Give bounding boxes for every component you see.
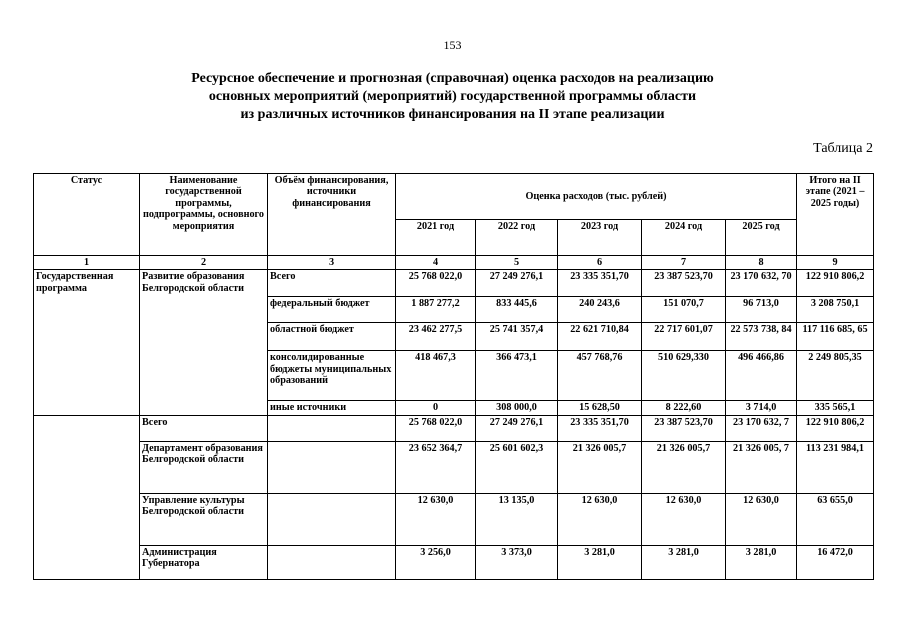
value-cell: 151 070,7 <box>642 297 726 323</box>
header-total: Итого на II этапе (2021 – 2025 годы) <box>797 174 874 256</box>
value-cell: 3 256,0 <box>396 545 476 579</box>
source-cell-empty <box>268 545 396 579</box>
total-cell: 113 231 984,1 <box>797 441 874 493</box>
value-cell: 418 467,3 <box>396 351 476 401</box>
value-cell: 23 170 632, 70 <box>726 270 797 297</box>
title-line-2: основных мероприятий (мероприятий) государственной программы области <box>208 89 697 104</box>
column-index: 5 <box>476 256 558 270</box>
source-cell: иные источники <box>268 401 396 415</box>
value-cell: 25 741 357,4 <box>476 323 558 351</box>
column-index-row <box>34 256 874 270</box>
value-cell: 23 335 351,70 <box>558 415 642 441</box>
value-cell: 3 714,0 <box>726 401 797 415</box>
title-line-3: из различных источников финансирования на II этапе реализации <box>240 107 665 122</box>
value-cell: 3 373,0 <box>476 545 558 579</box>
title-line-1: Ресурсное обеспечение и прогнозная (справочная) оценка расходов на реализацию <box>191 71 714 86</box>
value-cell: 25 601 602,3 <box>476 441 558 493</box>
value-cell: 22 717 601,07 <box>642 323 726 351</box>
value-cell: 25 768 022,0 <box>396 415 476 441</box>
executor-name-cell: Управление культуры Белгородской области <box>140 493 268 545</box>
value-cell: 12 630,0 <box>396 493 476 545</box>
value-cell: 833 445,6 <box>476 297 558 323</box>
executor-name-cell: Администрация Губернатора <box>140 545 268 579</box>
source-cell-empty <box>268 415 396 441</box>
value-cell: 25 768 022,0 <box>396 270 476 297</box>
header-estimate: Оценка расходов (тыс. рублей) <box>396 174 797 220</box>
source-cell: областной бюджет <box>268 323 396 351</box>
value-cell: 23 170 632, 7 <box>726 415 797 441</box>
source-cell-empty <box>268 441 396 493</box>
value-cell: 1 887 277,2 <box>396 297 476 323</box>
value-cell: 510 629,330 <box>642 351 726 401</box>
source-cell-empty <box>268 493 396 545</box>
column-index: 8 <box>726 256 797 270</box>
value-cell: 23 335 351,70 <box>558 270 642 297</box>
column-index: 9 <box>797 256 874 270</box>
total-cell: 63 655,0 <box>797 493 874 545</box>
header-status: Статус <box>34 174 140 256</box>
value-cell: 23 462 277,5 <box>396 323 476 351</box>
header-year: 2025 год <box>726 220 797 256</box>
total-cell: 335 565,1 <box>797 401 874 415</box>
value-cell: 240 243,6 <box>558 297 642 323</box>
table-row <box>34 441 874 493</box>
status-cell: Государственная программа <box>34 270 140 415</box>
document-title <box>90 70 815 124</box>
financing-table <box>33 173 874 580</box>
value-cell: 15 628,50 <box>558 401 642 415</box>
table-row <box>34 415 874 441</box>
executor-name-cell: Департамент образования Белгородской области <box>140 441 268 493</box>
value-cell: 23 387 523,70 <box>642 415 726 441</box>
column-index: 6 <box>558 256 642 270</box>
table-row <box>34 493 874 545</box>
column-index: 2 <box>140 256 268 270</box>
value-cell: 27 249 276,1 <box>476 415 558 441</box>
total-cell: 3 208 750,1 <box>797 297 874 323</box>
column-index: 1 <box>34 256 140 270</box>
header-year: 2021 год <box>396 220 476 256</box>
header-source: Объём финансирования, источники финансирования <box>268 174 396 256</box>
value-cell: 21 326 005, 7 <box>726 441 797 493</box>
total-cell: 16 472,0 <box>797 545 874 579</box>
executor-name-cell: Всего <box>140 415 268 441</box>
total-cell: 122 910 806,2 <box>797 415 874 441</box>
value-cell: 496 466,86 <box>726 351 797 401</box>
header-year: 2023 год <box>558 220 642 256</box>
total-cell: 122 910 806,2 <box>797 270 874 297</box>
value-cell: 12 630,0 <box>642 493 726 545</box>
value-cell: 8 222,60 <box>642 401 726 415</box>
value-cell: 96 713,0 <box>726 297 797 323</box>
value-cell: 308 000,0 <box>476 401 558 415</box>
value-cell: 0 <box>396 401 476 415</box>
value-cell: 3 281,0 <box>642 545 726 579</box>
value-cell: 366 473,1 <box>476 351 558 401</box>
column-index: 7 <box>642 256 726 270</box>
source-cell: Всего <box>268 270 396 297</box>
value-cell: 23 652 364,7 <box>396 441 476 493</box>
value-cell: 457 768,76 <box>558 351 642 401</box>
table-label: Таблица 2 <box>813 141 873 156</box>
value-cell: 12 630,0 <box>558 493 642 545</box>
table-row <box>34 270 874 297</box>
value-cell: 22 573 738, 84 <box>726 323 797 351</box>
table-row <box>34 545 874 579</box>
header-row-1 <box>34 174 874 220</box>
value-cell: 27 249 276,1 <box>476 270 558 297</box>
header-year: 2024 год <box>642 220 726 256</box>
value-cell: 3 281,0 <box>726 545 797 579</box>
header-year: 2022 год <box>476 220 558 256</box>
page-number: 153 <box>443 38 462 52</box>
status-cell-empty <box>34 415 140 579</box>
value-cell: 21 326 005,7 <box>558 441 642 493</box>
value-cell: 3 281,0 <box>558 545 642 579</box>
total-cell: 117 116 685, 65 <box>797 323 874 351</box>
value-cell: 12 630,0 <box>726 493 797 545</box>
value-cell: 13 135,0 <box>476 493 558 545</box>
header-name: Наименование государственной программы, подпрограммы, основного мероприятия <box>140 174 268 256</box>
source-cell: консолидированные бюджеты муниципальных образований <box>268 351 396 401</box>
value-cell: 22 621 710,84 <box>558 323 642 351</box>
column-index: 3 <box>268 256 396 270</box>
source-cell: федеральный бюджет <box>268 297 396 323</box>
value-cell: 21 326 005,7 <box>642 441 726 493</box>
total-cell: 2 249 805,35 <box>797 351 874 401</box>
value-cell: 23 387 523,70 <box>642 270 726 297</box>
column-index: 4 <box>396 256 476 270</box>
program-name-cell: Развитие образования Белгородской области <box>140 270 268 415</box>
